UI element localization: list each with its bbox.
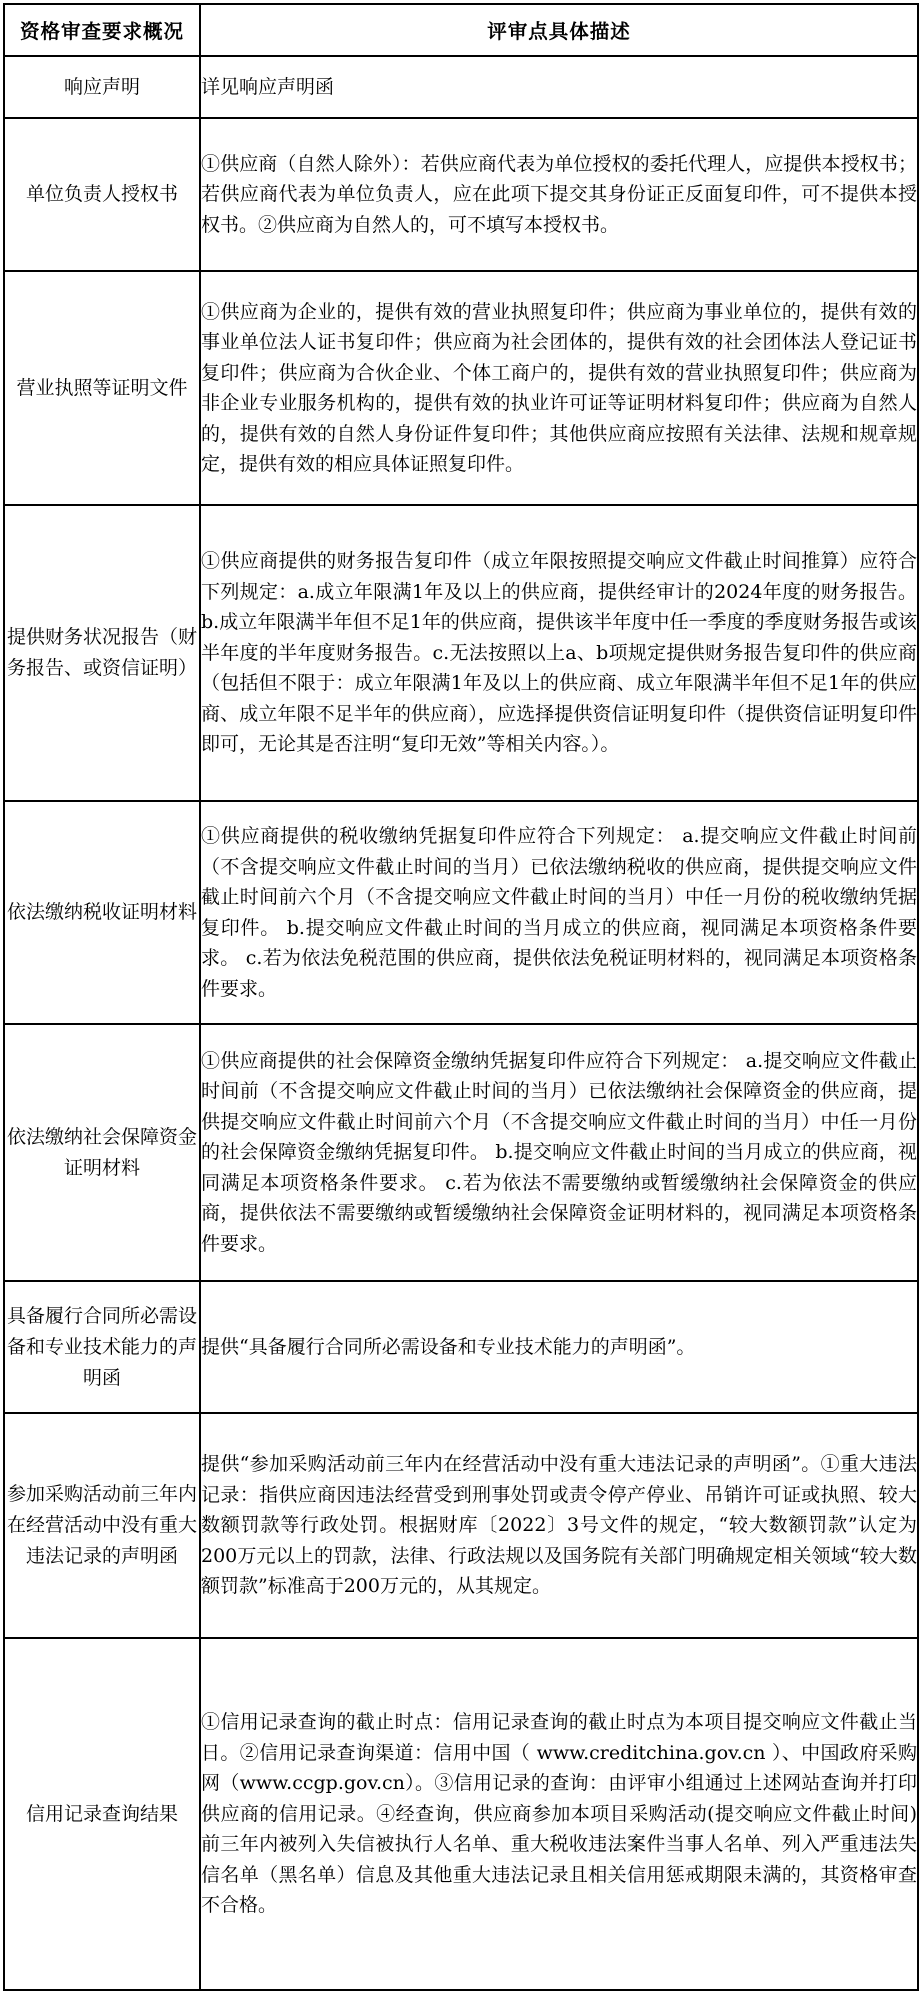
table-row — [4, 801, 918, 1024]
qualification-review-table — [3, 3, 919, 1991]
description-cell: ①供应商为企业的，提供有效的营业执照复印件；供应商为事业单位的，提供有效的事业单位法人证书复印件；供应商为社会团体的，提供有效的社会团体法人登记证书复印件；供应商为合伙企业、个体工商户的，提供有效的营业执照复印件；供应商为非企业专业服务机构的，提供有效的执业许可证等证明材料复印件；供应商为自然人的，提供有效的自然人身份证件复印件；其他供应商应按照有关法律、法规和规章规定，提供有效的相应具体证照复印件。 — [200, 271, 918, 505]
requirement-cell: 依法缴纳社会保障资金证明材料 — [4, 1024, 200, 1281]
table-row — [4, 1281, 918, 1413]
description-cell: ①供应商（自然人除外）：若供应商代表为单位授权的委托代理人，应提供本授权书；若供应商代表为单位负责人，应在此项下提交其身份证正反面复印件，可不提供本授权书。②供应商为自然人的，可不填写本授权书。 — [200, 118, 918, 271]
requirement-cell: 单位负责人授权书 — [4, 118, 200, 271]
table-header-row — [4, 4, 918, 56]
header-description: 评审点具体描述 — [200, 4, 918, 56]
table-row — [4, 1413, 918, 1638]
table-row — [4, 1638, 918, 1990]
description-cell: 详见响应声明函 — [200, 56, 918, 118]
table-row — [4, 271, 918, 505]
requirement-cell: 营业执照等证明文件 — [4, 271, 200, 505]
description-cell: ①供应商提供的财务报告复印件（成立年限按照提交响应文件截止时间推算）应符合下列规定：a.成立年限满1年及以上的供应商，提供经审计的2024年度的财务报告。b.成立年限满半年但不足1年的供应商，提供该半年度中任一季度的季度财务报告或该半年度的半年度财务报告。c.无法按照以上a、b项规定提供财务报告复印件的供应商（包括但不限于：成立年限满1年及以上的供应商、成立年限满半年但不足1年的供应商、成立年限不足半年的供应商），应选择提供资信证明复印件（提供资信证明复印件即可，无论其是否注明“复印无效”等相关内容。）。 — [200, 505, 918, 801]
description-cell: 提供“参加采购活动前三年内在经营活动中没有重大违法记录的声明函”。①重大违法记录：指供应商因违法经营受到刑事处罚或责令停产停业、吊销许可证或执照、较大数额罚款等行政处罚。根据财库〔2022〕3号文件的规定，“较大数额罚款”认定为200万元以上的罚款，法律、行政法规以及国务院有关部门明确规定相关领域“较大数额罚款”标准高于200万元的，从其规定。 — [200, 1413, 918, 1638]
requirement-cell: 提供财务状况报告（财务报告、或资信证明） — [4, 505, 200, 801]
description-cell: ①信用记录查询的截止时点：信用记录查询的截止时点为本项目提交响应文件截止当日。②信用记录查询渠道：信用中国（ www.creditchina.gov.cn ）、中国政府采购网（www.ccgp.gov.cn）。③信用记录的查询：由评审小组通过上述网站查询并打印供应商的信用记录。④经查询，供应商参加本项目采购活动(提交响应文件截止时间)前三年内被列入失信被执行人名单、重大税收违法案件当事人名单、列入严重违法失信名单（黑名单）信息及其他重大违法记录且相关信用惩戒期限未满的，其资格审查不合格。 — [200, 1638, 918, 1990]
requirement-cell: 响应声明 — [4, 56, 200, 118]
header-requirement: 资格审查要求概况 — [4, 4, 200, 56]
table-row — [4, 118, 918, 271]
description-cell: ①供应商提供的税收缴纳凭据复印件应符合下列规定： a.提交响应文件截止时间前（不含提交响应文件截止时间的当月）已依法缴纳税收的供应商，提供提交响应文件截止时间前六个月（不含提交响应文件截止时间的当月）中任一月份的税收缴纳凭据复印件。 b.提交响应文件截止时间的当月成立的供应商，视同满足本项资格条件要求。 c.若为依法免税范围的供应商，提供依法免税证明材料的，视同满足本项资格条件要求。 — [200, 801, 918, 1024]
requirement-cell: 参加采购活动前三年内在经营活动中没有重大违法记录的声明函 — [4, 1413, 200, 1638]
description-cell: ①供应商提供的社会保障资金缴纳凭据复印件应符合下列规定： a.提交响应文件截止时间前（不含提交响应文件截止时间的当月）已依法缴纳社会保障资金的供应商，提供提交响应文件截止时间前六个月（不含提交响应文件截止时间的当月）中任一月份的社会保障资金缴纳凭据复印件。 b.提交响应文件截止时间的当月成立的供应商，视同满足本项资格条件要求。 c.若为依法不需要缴纳或暂缓缴纳社会保障资金的供应商，提供依法不需要缴纳或暂缓缴纳社会保障资金证明材料的，视同满足本项资格条件要求。 — [200, 1024, 918, 1281]
requirement-cell: 信用记录查询结果 — [4, 1638, 200, 1990]
requirement-cell: 依法缴纳税收证明材料 — [4, 801, 200, 1024]
requirement-cell: 具备履行合同所必需设备和专业技术能力的声明函 — [4, 1281, 200, 1413]
description-cell: 提供“具备履行合同所必需设备和专业技术能力的声明函”。 — [200, 1281, 918, 1413]
table-row — [4, 1024, 918, 1281]
table-row — [4, 56, 918, 118]
table-row — [4, 505, 918, 801]
